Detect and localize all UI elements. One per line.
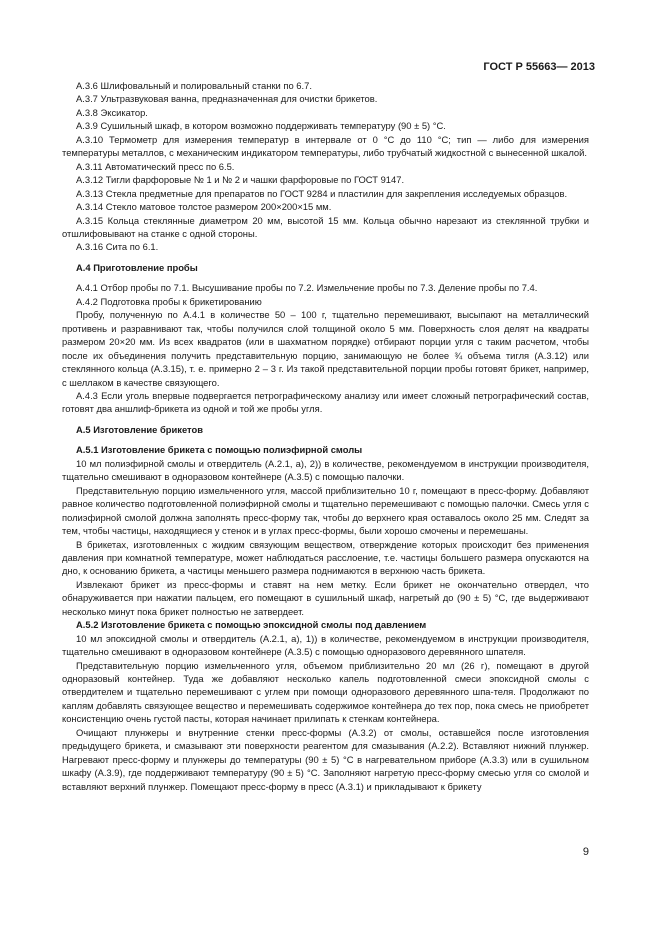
subsection-a5-2-paragraph: Представительную порцию измельченного угля, объемом приблизительно 20 мл (26 г), помещают в другой одноразовый контейнер. Туда же добавляют несколько капель подготовленной смеси эпоксидной смолы с отвердителем и тщательно перемешивают с углем при помощи одноразового деревянного шпа-теля. Продолжают по каплям добавлять связующее вещество и перемешивать содержимое контейнера до тех пор, пока смесь не приобретет консистенцию очень густой пасты, которая начинает прилипать к стенкам контейнера. xyxy=(62,659,589,725)
item-a3-13: А.3.13 Стекла предметные для препаратов по ГОСТ 9284 и пластилин для закрепления исследуемых образцов. xyxy=(76,187,568,199)
spacer xyxy=(62,274,589,281)
item-a3-9: А.3.9 Сушильный шкаф, в котором возможно поддерживать температуру (90 ± 5) °С. xyxy=(76,120,446,132)
subsection-a5-2-paragraph: Очищают плунжеры и внутренние стенки пресс-формы (А.3.2) от смолы, оставшейся после изготовления предыдущего брикета, и смазывают эти поверхности реагентом для смазывания (А.2.2). Вставляют нижний плунжер. Нагревают пресс-форму и плунжеры до температуры (90 ± 5) °С в нагревательном приборе (А.3.3) или в сушильном шкафу (А.3.9), где поддерживают температуру (90 ± 5) °С. Заполняют нагретую пресс-форму смесью угля со смолой и вставляют верхний плунжер. Помещают пресс-форму в пресс (А.3.1) и прикладывают к брикету xyxy=(62,726,589,792)
section-a5-title: А.5 Изготовление брикетов xyxy=(76,423,204,435)
item-a3-11: А.3.11 Автоматический пресс по 6.5. xyxy=(76,160,235,172)
section-a4-paragraph: Пробу, полученную по А.4.1 в количестве 50 – 100 г, тщательно перемешивают, высыпают на металлический противень и разравнивают так, чтобы получился слой толщиной около 5 мм. Поверхность слоя делят на квадраты размером 20×20 мм. Из всех квадратов (или в шахматном порядке) отбирают порции угля с таким расчетом, чтобы после их объединения получить представительную порцию, занимающую не более ¾ объема тигля (А.3.12) или стеклянного кольца (А.3.15), т. е. примерно 2 – 3 г. Из такой представительной порции пробы готовят брикет, например, с шеллаком в качестве связующего. xyxy=(62,309,589,388)
item-a3-15: А.3.15 Кольца стеклянные диаметром 20 мм, высотой 15 мм. Кольца обычно нарезают из стеклянной трубки и отшлифовывают на станке с одной стороны. xyxy=(62,214,589,239)
item-a3-6: А.3.6 Шлифовальный и полировальный станки по 6.7. xyxy=(76,80,312,91)
section-a4-paragraph: А.4.3 Если уголь впервые подвергается петрографическому анализу или имеет сложный петрографический состав, готовят два аншлиф-брикета из одной и той же пробы угля. xyxy=(62,389,589,415)
item-a3-14: А.3.14 Стекло матовое толстое размером 200×200×15 мм. xyxy=(76,201,332,213)
section-a4-paragraph: А.4.1 Отбор пробы по 7.1. Высушивание пробы по 7.2. Измельчение пробы по 7.3. Деление пробы по 7.4. xyxy=(76,282,538,294)
item-a3-8: А.3.8 Эксикатор. xyxy=(76,106,148,118)
document-body xyxy=(62,79,589,793)
section-a4-paragraph: А.4.2 Подготовка пробы к брикетированию xyxy=(76,295,262,307)
subsection-a5-1-paragraph: 10 мл полиэфирной смолы и отвердитель (А.2.1, а), 2)) в количестве, рекомендуемом в инструкции производителя, тщательно смешивают в одноразовом контейнере (А.3.5) с помощью палочки. xyxy=(62,457,589,483)
document-code-header: ГОСТ Р 55663— 2013 xyxy=(483,61,595,73)
page-number: 9 xyxy=(582,846,589,858)
spacer xyxy=(62,254,589,261)
item-a3-10: А.3.10 Термометр для измерения температур в интервале от 0 °С до 110 °С; тип — либо для измерения температуры металлов, с механическим индикатором температуры, либо трубчатый жидкостной с вынесенной шкалой. xyxy=(62,133,589,159)
item-a3-16: А.3.16 Сита по 6.1. xyxy=(76,241,159,253)
subsection-a5-1-title: А.5.1 Изготовление брикета с помощью полиэфирной смолы xyxy=(76,444,363,456)
spacer xyxy=(62,416,589,423)
item-a3-12: А.3.12 Тигли фарфоровые № 1 и № 2 и чашки фарфоровые по ГОСТ 9147. xyxy=(76,174,405,186)
section-a4-title: А.4 Приготовление пробы xyxy=(76,261,198,273)
subsection-a5-1-paragraph: В брикетах, изготовленных с жидким связующим веществом, отверждение которых происходит без применения давления при комнатной температуре, может наблюдаться расслоение, т.е. частицы большего размера опускаются на дно, к основанию брикета, а частицы меньшего размера поднимаются в верхнюю часть брикета. xyxy=(62,538,589,577)
subsection-a5-1-paragraph: Представительную порцию измельченного угля, массой приблизительно 10 г, помещают в пресс-форму. Добавляют равное количество подготовленной полиэфирной смолы и тщательно перемешивают с помощью палочки. Смесь угля с полиэфирной смолой должна заполнять пресс-форму так, чтобы до верхнего края оставалось около 25 мм. Следят за тем, чтобы частицы, находящиеся у стенок и в углах пресс-формы, были хорошо смочены и перемешаны. xyxy=(62,484,589,537)
item-a3-7: А.3.7 Ультразвуковая ванна, предназначенная для очистки брикетов. xyxy=(76,93,378,105)
subsection-a5-2-paragraph: 10 мл эпоксидной смолы и отвердитель (А.2.1, а), 1)) в количестве, рекомендуемом в инструкции производителя, тщательно смешивают в одноразовом контейнере (А.3.5) с помощью одноразового деревянного шпателя. xyxy=(62,632,589,658)
subsection-a5-2-title: А.5.2 Изготовление брикета с помощью эпоксидной смолы под давлением xyxy=(76,619,427,631)
subsection-a5-1-paragraph: Извлекают брикет из пресс-формы и ставят на нем метку. Если брикет не окончательно отвердел, что обнаруживается при нажатии пальцем, его помещают в сушильный шкаф, нагретый до (90 ± 5) °С, где выдерживают несколько минут пока брикет полностью не затвердеет. xyxy=(62,578,589,617)
spacer xyxy=(62,436,589,443)
